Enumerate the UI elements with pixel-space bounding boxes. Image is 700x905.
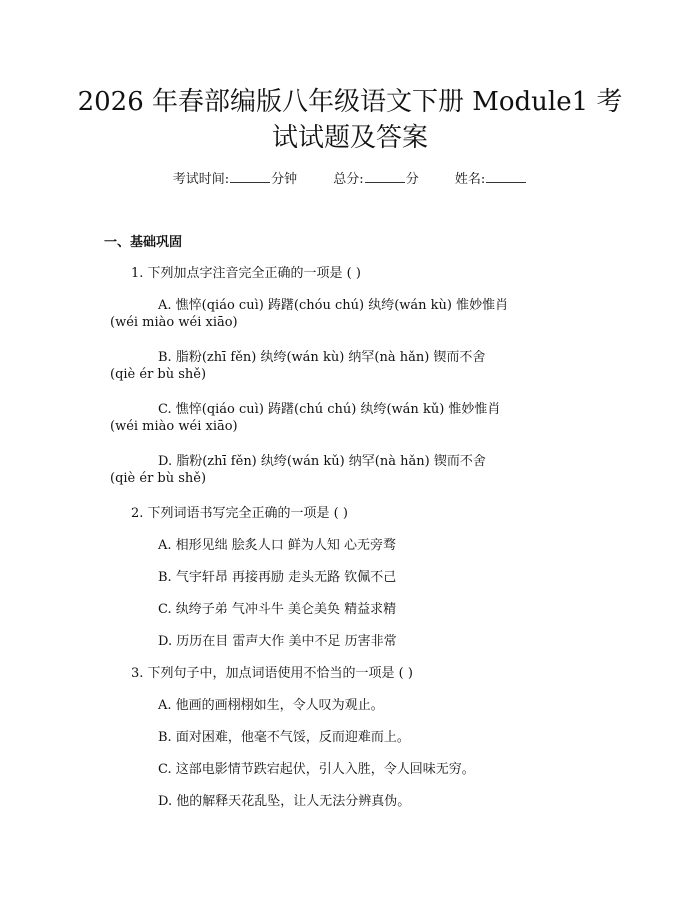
question-1-option-c: C. 憔悴(qiáo cuì) 踌躇(chú chú) 纨绔(wán kǔ) 惟妙惟肖: [158, 402, 501, 417]
question-1-option-b: B. 脂粉(zhī fěn) 纨绔(wán kù) 纳罕(nà hǎn) 锲而不舍: [158, 350, 486, 365]
exam-meta: [0, 168, 700, 187]
question-3-option-b: B. 面对困难，他毫不气馁，反而迎难而上。: [158, 730, 410, 745]
question-2-stem: 2. 下列词语书写完全正确的一项是 ( ): [131, 506, 348, 521]
exam-time: [173, 172, 302, 187]
time-label: 考试时间:: [172, 172, 230, 187]
question-1-option-a: A. 憔悴(qiáo cuì) 踌躇(chóu chú) 纨绔(wán kù) 惟妙惟肖: [158, 298, 509, 313]
section-title: 一、基础巩固: [104, 235, 183, 250]
score-label: 总分:: [333, 172, 364, 187]
question-2-option-b: B. 气宇轩昂 再接再励 走头无路 钦佩不己: [158, 570, 397, 585]
question-3-stem: 3. 下列句子中，加点词语使用不恰当的一项是 ( ): [131, 666, 413, 681]
question-2-option-a: A. 相形见绌 脍炙人口 鲜为人知 心无旁骛: [158, 538, 397, 553]
question-3-option-d: D. 他的解释天花乱坠，让人无法分辨真伪。: [158, 794, 411, 809]
page-title-line-1: 2026 年春部编版八年级语文下册 Module1 考: [77, 87, 623, 117]
question-3-option-a: A. 他画的画栩栩如生，令人叹为观止。: [158, 698, 384, 713]
question-2-option-c: C. 纨绔子弟 气冲斗牛 美仑美奂 精益求精: [158, 602, 397, 617]
time-unit: 分钟: [271, 172, 298, 187]
name-blank[interactable]: [486, 170, 526, 183]
question-1-option-d: D. 脂粉(zhī fěn) 纨绔(wán kǔ) 纳罕(nà hǎn) 锲而不舍: [158, 454, 486, 469]
name-label: 姓名:: [454, 172, 486, 187]
question-1-stem: 1. 下列加点字注音完全正确的一项是 ( ): [131, 266, 361, 281]
exam-name: [455, 172, 527, 187]
question-1-option-c-cont: (wéi miào wéi xiāo): [110, 419, 238, 434]
score-unit: 分: [405, 172, 419, 187]
question-3-option-c: C. 这部电影情节跌宕起伏，引人入胜，令人回味无穷。: [158, 762, 475, 777]
question-1-option-d-cont: (qiè ér bù shě): [110, 471, 207, 486]
question-1-option-b-cont: (qiè ér bù shě): [110, 367, 207, 382]
exam-score: [333, 172, 423, 187]
page-title-line-2: 试试题及答案: [271, 123, 428, 153]
question-1-option-a-cont: (wéi miào wéi xiāo): [110, 315, 238, 330]
time-blank[interactable]: [230, 170, 270, 183]
score-blank[interactable]: [365, 170, 405, 183]
question-2-option-d: D. 历历在目 雷声大作 美中不足 历害非常: [158, 634, 397, 649]
